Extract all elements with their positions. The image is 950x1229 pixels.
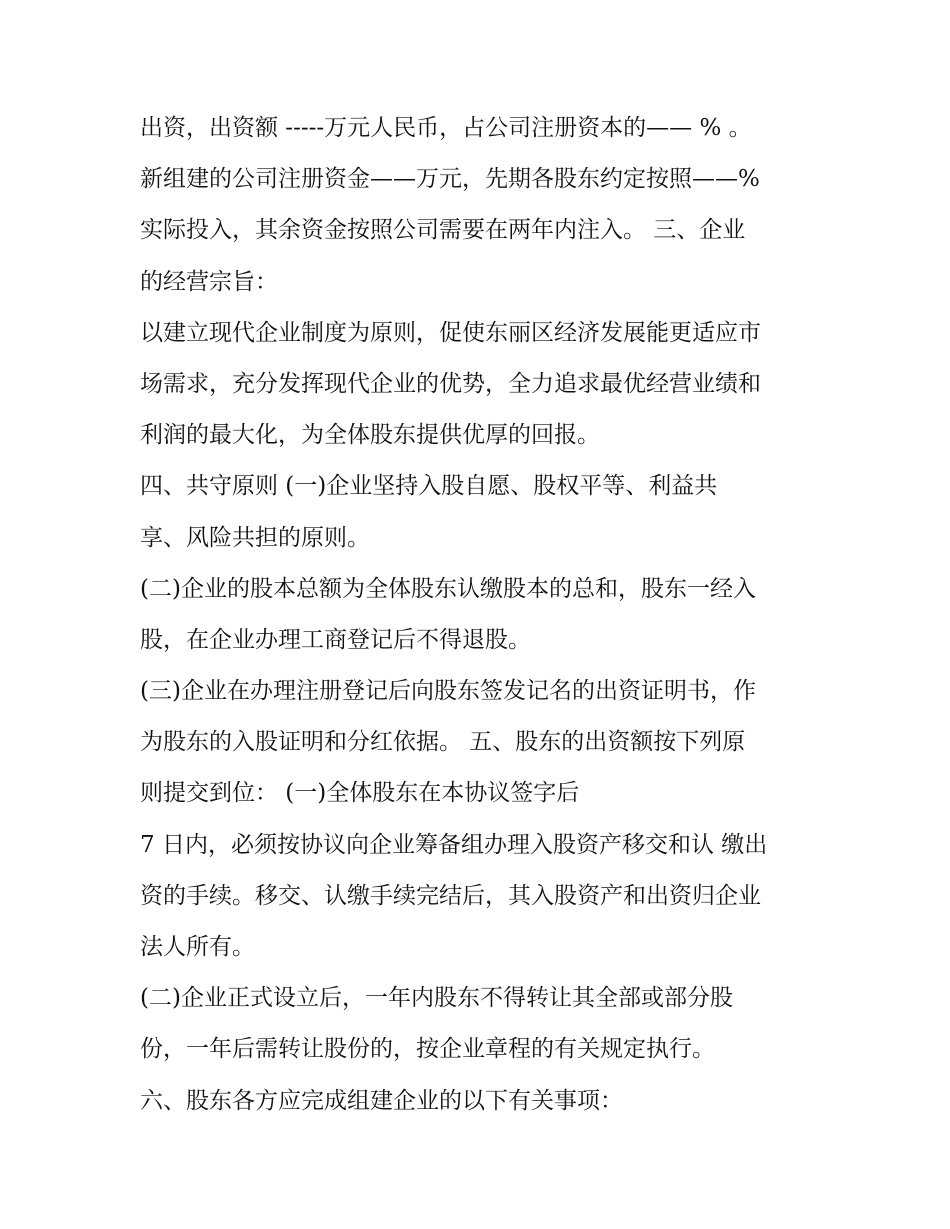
text-line: (二)企业的股本总额为全体股东认缴股本的总和，股东一经入 [140,575,756,602]
text-line: 则提交到位： (一)全体股东在本协议签字后 [140,780,580,807]
text-line: 享、风险共担的原则。 [140,524,370,551]
text-line: 利润的最大化，为全体股东提供优厚的回报。 [140,422,600,449]
text-line: 新组建的公司注册资金——万元，先期各股东约定按照——% [140,166,760,193]
text-line: 为股东的入股证明和分红依据。 五、股东的出资额按下列原 [140,729,746,756]
document-body [140,103,830,1127]
text-line: (二)企业正式设立后，一年内股东不得转让其全部或部分股 [140,985,733,1012]
text-line: 7 日内，必须按协议向企业筹备组办理入股资产移交和认 缴出 [140,831,768,858]
text-line: 四、共守原则 (一)企业坚持入股自愿、股权平等、利益共 [140,473,718,500]
text-line: (三)企业在办理注册登记后向股东签发记名的出资证明书，作 [140,678,756,705]
text-line: 场需求，充分发挥现代企业的优势，全力追求最优经营业绩和 [140,370,761,397]
text-line: 出资，出资额 -----万元人民币，占公司注册资本的—— % 。 [140,115,752,141]
text-line: 以建立现代企业制度为原则，促使东丽区经济发展能更适应市 [140,319,761,346]
text-line: 的经营宗旨： [140,268,278,295]
text-line: 份，一年后需转让股份的，按企业章程的有关规定执行。 [140,1036,715,1063]
text-line: 资的手续。移交、认缴手续完结后，其入股资产和出资归企业 [140,882,761,909]
text-line: 法人所有。 [140,934,255,960]
text-line: 实际投入，其余资金按照公司需要在两年内注入。 三、企业 [140,217,746,244]
text-line: 六、股东各方应完成组建企业的以下有关事项： [140,1087,623,1114]
text-line: 股，在企业办理工商登记后不得退股。 [140,626,531,653]
